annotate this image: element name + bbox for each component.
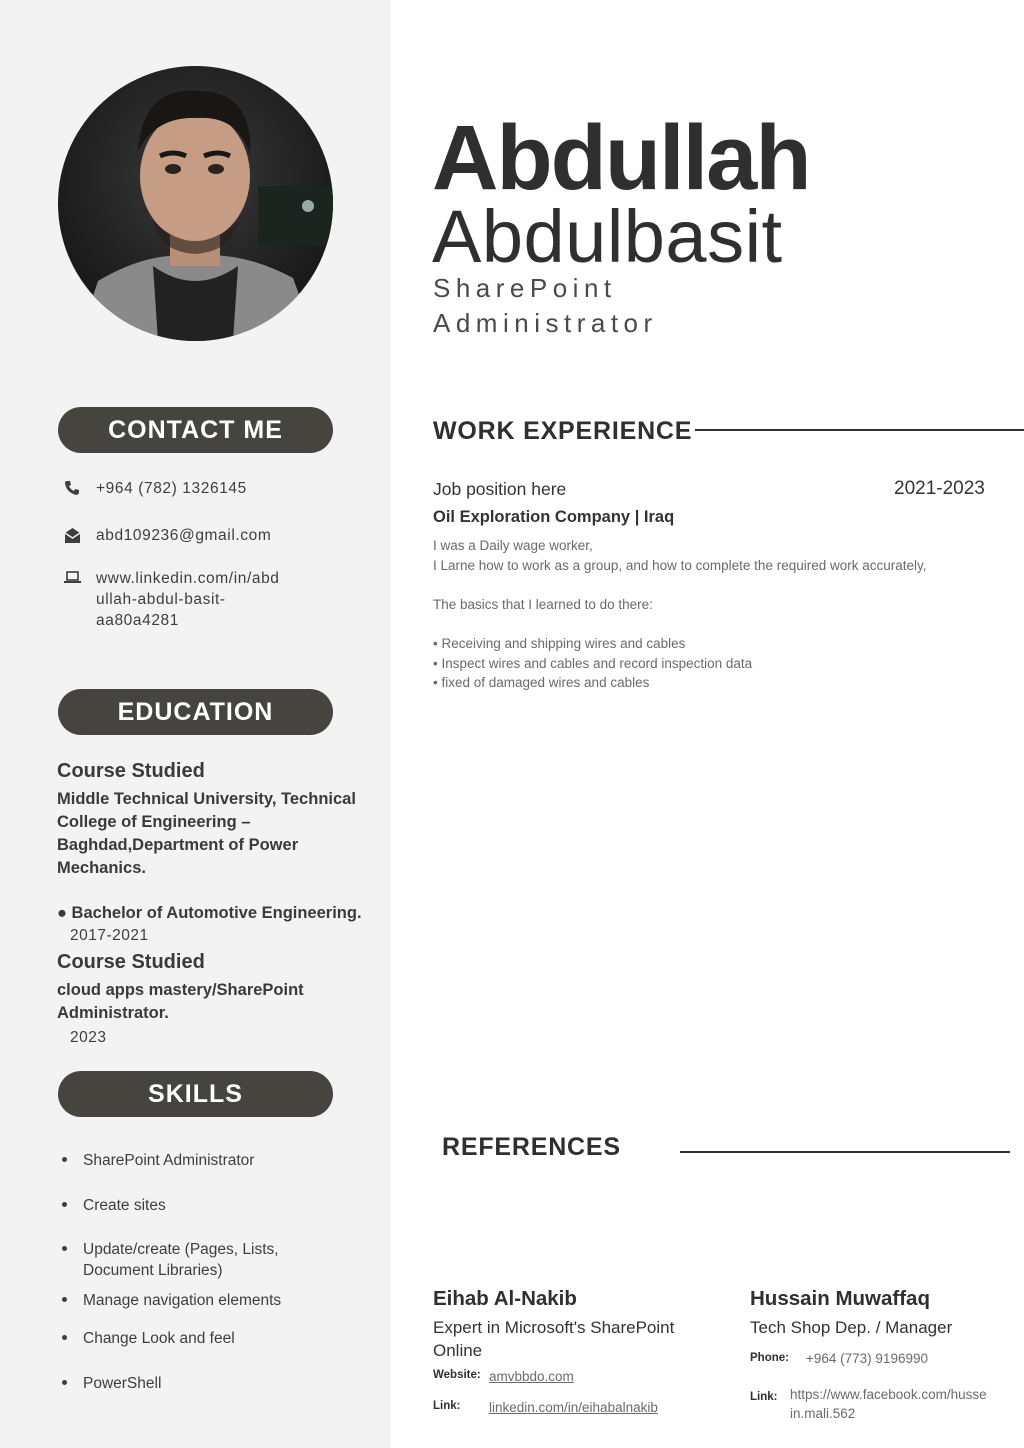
desc-spacer <box>433 575 993 595</box>
education-year: 2017-2021 <box>70 927 149 944</box>
work-experience-heading: WORK EXPERIENCE <box>433 417 693 445</box>
education-course <box>57 979 357 1025</box>
linkedin-line: ullah-abdul-basit- <box>96 591 226 608</box>
reference-website-link[interactable]: amvbbdo.com <box>489 1369 574 1384</box>
job-title-line: SharePoint <box>433 273 617 303</box>
website-label: Website: <box>433 1369 481 1381</box>
profile-photo <box>58 66 333 341</box>
reference-name: Hussain Muwaffaq <box>750 1287 930 1310</box>
job-title <box>433 271 658 341</box>
skills-heading: SKILLS <box>58 1071 333 1117</box>
desc-line: • Inspect wires and cables and record inspection data <box>433 655 753 671</box>
contact-linkedin <box>96 568 280 631</box>
job-description <box>433 536 993 693</box>
education-title: Course Studied <box>57 760 205 782</box>
education-degree: ● Bachelor of Automotive Engineering. <box>57 904 362 922</box>
reference-linkedin-link[interactable]: linkedin.com/in/eihabalnakib <box>489 1400 658 1415</box>
skill-item: Manage navigation elements <box>62 1290 281 1311</box>
edu-line: Middle Technical University, Technical <box>57 790 356 808</box>
desc-line: I was a Daily wage worker, <box>433 538 593 553</box>
last-name: Abdulbasit <box>432 195 783 278</box>
email-icon <box>62 525 82 545</box>
phone-icon <box>62 478 82 498</box>
desc-line: The basics that I learned to do there: <box>433 596 653 612</box>
section-divider <box>680 1151 1010 1153</box>
edu-line: College of Engineering – <box>57 813 251 831</box>
desc-line: I Larne how to work as a group, and how to complete the required work accurately, <box>433 557 927 573</box>
job-position: Job position here <box>433 479 567 499</box>
ref-link-line: https://www.facebook.com/husse <box>790 1387 987 1402</box>
reference-name: Eihab Al-Nakib <box>433 1287 577 1310</box>
edu-line: Administrator. <box>57 1004 169 1022</box>
skill-item: Create sites <box>62 1195 166 1216</box>
first-name: Abdullah <box>432 107 810 209</box>
contact-phone: +964 (782) 1326145 <box>96 480 247 497</box>
desc-line: • Receiving and shipping wires and cables <box>433 635 686 651</box>
job-title-line: Administrator <box>433 308 658 338</box>
education-heading: EDUCATION <box>58 689 333 735</box>
link-label: Link: <box>750 1391 778 1403</box>
job-years: 2021-2023 <box>894 478 985 499</box>
link-label: Link: <box>433 1400 461 1412</box>
ref-role-line: Online <box>433 1341 483 1360</box>
linkedin-line: aa80a4281 <box>96 612 179 629</box>
laptop-icon <box>62 568 82 588</box>
section-divider <box>695 429 1024 431</box>
education-title: Course Studied <box>57 951 205 973</box>
references-heading: REFERENCES <box>442 1133 621 1161</box>
edu-line: Baghdad,Department of Power <box>57 836 299 854</box>
skill-item: Change Look and feel <box>62 1328 235 1349</box>
skill-item: PowerShell <box>62 1373 161 1394</box>
education-year: 2023 <box>70 1029 107 1046</box>
ref-role-line: Expert in Microsoft's SharePoint <box>433 1318 675 1337</box>
reference-facebook-link[interactable] <box>790 1385 987 1423</box>
skill-item: SharePoint Administrator <box>62 1150 254 1171</box>
ref-link-line: in.mali.562 <box>790 1406 856 1421</box>
linkedin-line: www.linkedin.com/in/abd <box>96 570 280 587</box>
edu-line: Mechanics. <box>57 859 146 877</box>
education-institution <box>57 788 357 880</box>
contact-heading: CONTACT ME <box>58 407 333 453</box>
reference-role: Tech Shop Dep. / Manager <box>750 1318 953 1337</box>
phone-label: Phone: <box>750 1352 789 1364</box>
job-company: Oil Exploration Company | Iraq <box>433 508 675 526</box>
reference-phone: +964 (773) 9196990 <box>806 1351 928 1366</box>
contact-email: abd109236@gmail.com <box>96 527 272 544</box>
desc-spacer <box>433 614 993 634</box>
reference-role <box>433 1316 674 1362</box>
skill-item: Update/create (Pages, Lists, Document Libraries) <box>62 1239 279 1281</box>
desc-line: • fixed of damaged wires and cables <box>433 675 650 691</box>
edu-line: cloud apps mastery/SharePoint <box>57 981 304 999</box>
